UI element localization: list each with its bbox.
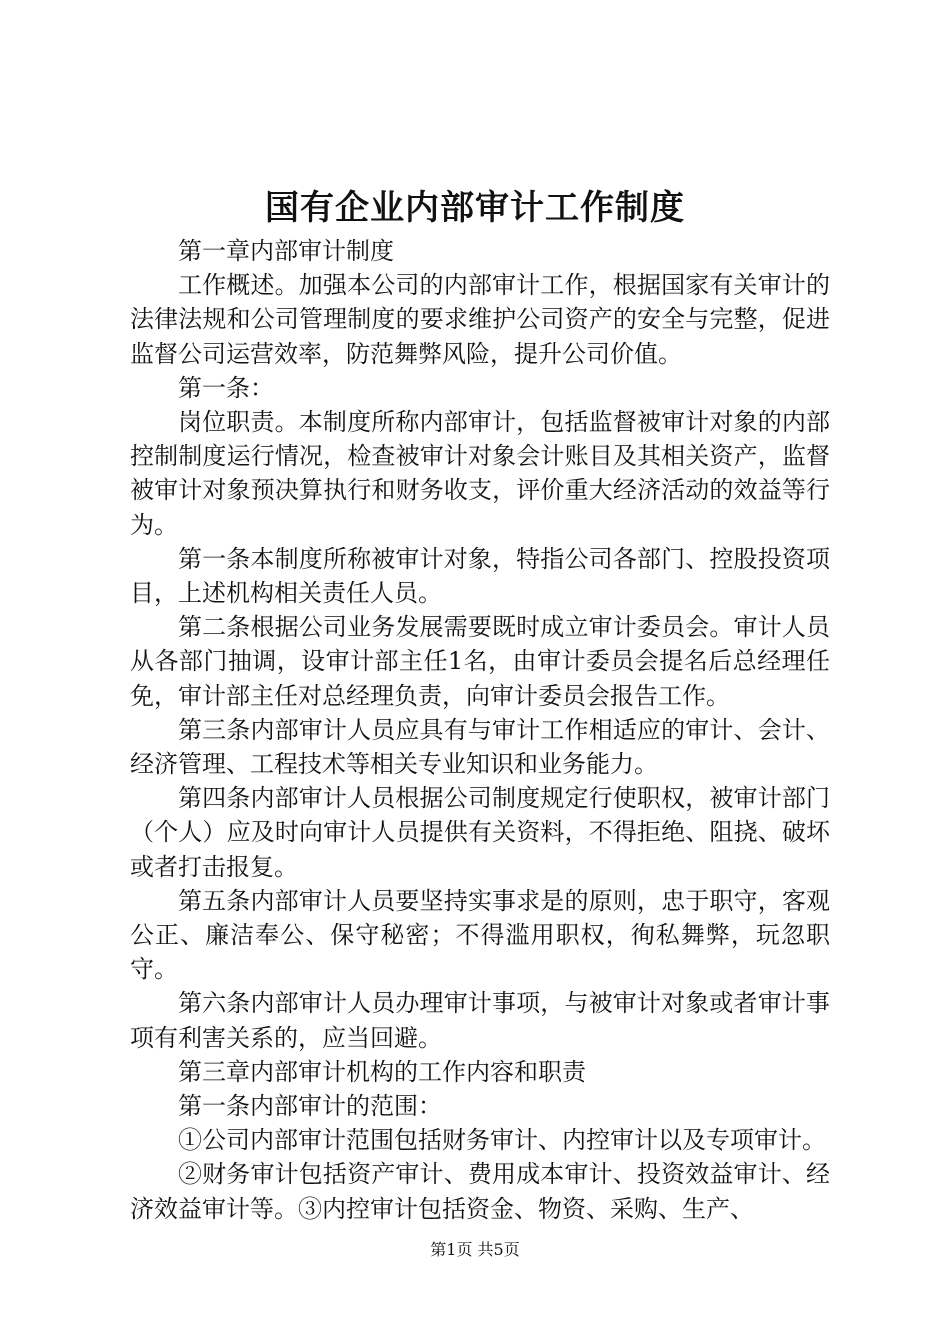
body-paragraph: 第五条内部审计人员要坚持实事求是的原则，忠于职守，客观公正、廉洁奉公、保守秘密；不得滥用职权，徇私舞弊，玩忽职守。 [130,886,830,984]
list-item: ①公司内部审计范围包括财务审计、内控审计以及专项审计。 [178,1126,826,1155]
body-paragraph: 第二条根据公司业务发展需要既时成立审计委员会。审计人员从各部门抽调，设审计部主任1名，由审计委员会提名后总经理任免，审计部主任对总经理负责，向审计委员会报告工作。 [130,613,830,710]
body-paragraph: 第三条内部审计人员应具有与审计工作相适应的审计、会计、经济管理、工程技术等相关专业知识和业务能力。 [130,715,830,779]
document-title: 国有企业内部审计工作制度 [265,188,685,228]
body-paragraph: 工作概述。加强本公司的内部审计工作，根据国家有关审计的法律法规和公司管理制度的要求维护公司资产的安全与完整，促进监督公司运营效率，防范舞弊风险，提升公司价值。 [130,271,830,368]
document-body [130,234,830,1226]
list-item: ②财务审计包括资产审计、费用成本审计、投资效益审计、经济效益审计等。③内控审计包括资金、物资、采购、生产、 [130,1160,830,1223]
page-footer: 第1页 共5页 [430,1240,520,1259]
chapter-heading: 第一章内部审计制度 [178,237,394,265]
body-paragraph: 第一条本制度所称被审计对象，特指公司各部门、控股投资项目，上述机构相关责任人员。 [130,544,830,608]
body-paragraph: 岗位职责。本制度所称内部审计，包括监督被审计对象的内部控制制度运行情况，检查被审计对象会计账目及其相关资产，监督被审计对象预决算执行和财务收支，评价重大经济活动的效益等行为。 [130,408,830,539]
body-paragraph: 第六条内部审计人员办理审计事项，与被审计对象或者审计事项有利害关系的，应当回避。 [130,989,830,1052]
article-heading: 第一条： [178,373,274,402]
chapter-heading: 第三章内部审计机构的工作内容和职责 [178,1057,586,1086]
article-heading: 第一条内部审计的范围： [178,1092,442,1121]
body-paragraph: 第四条内部审计人员根据公司制度规定行使职权，被审计部门（个人）应及时向审计人员提供有关资料，不得拒绝、阻挠、破坏或者打击报复。 [130,784,830,881]
